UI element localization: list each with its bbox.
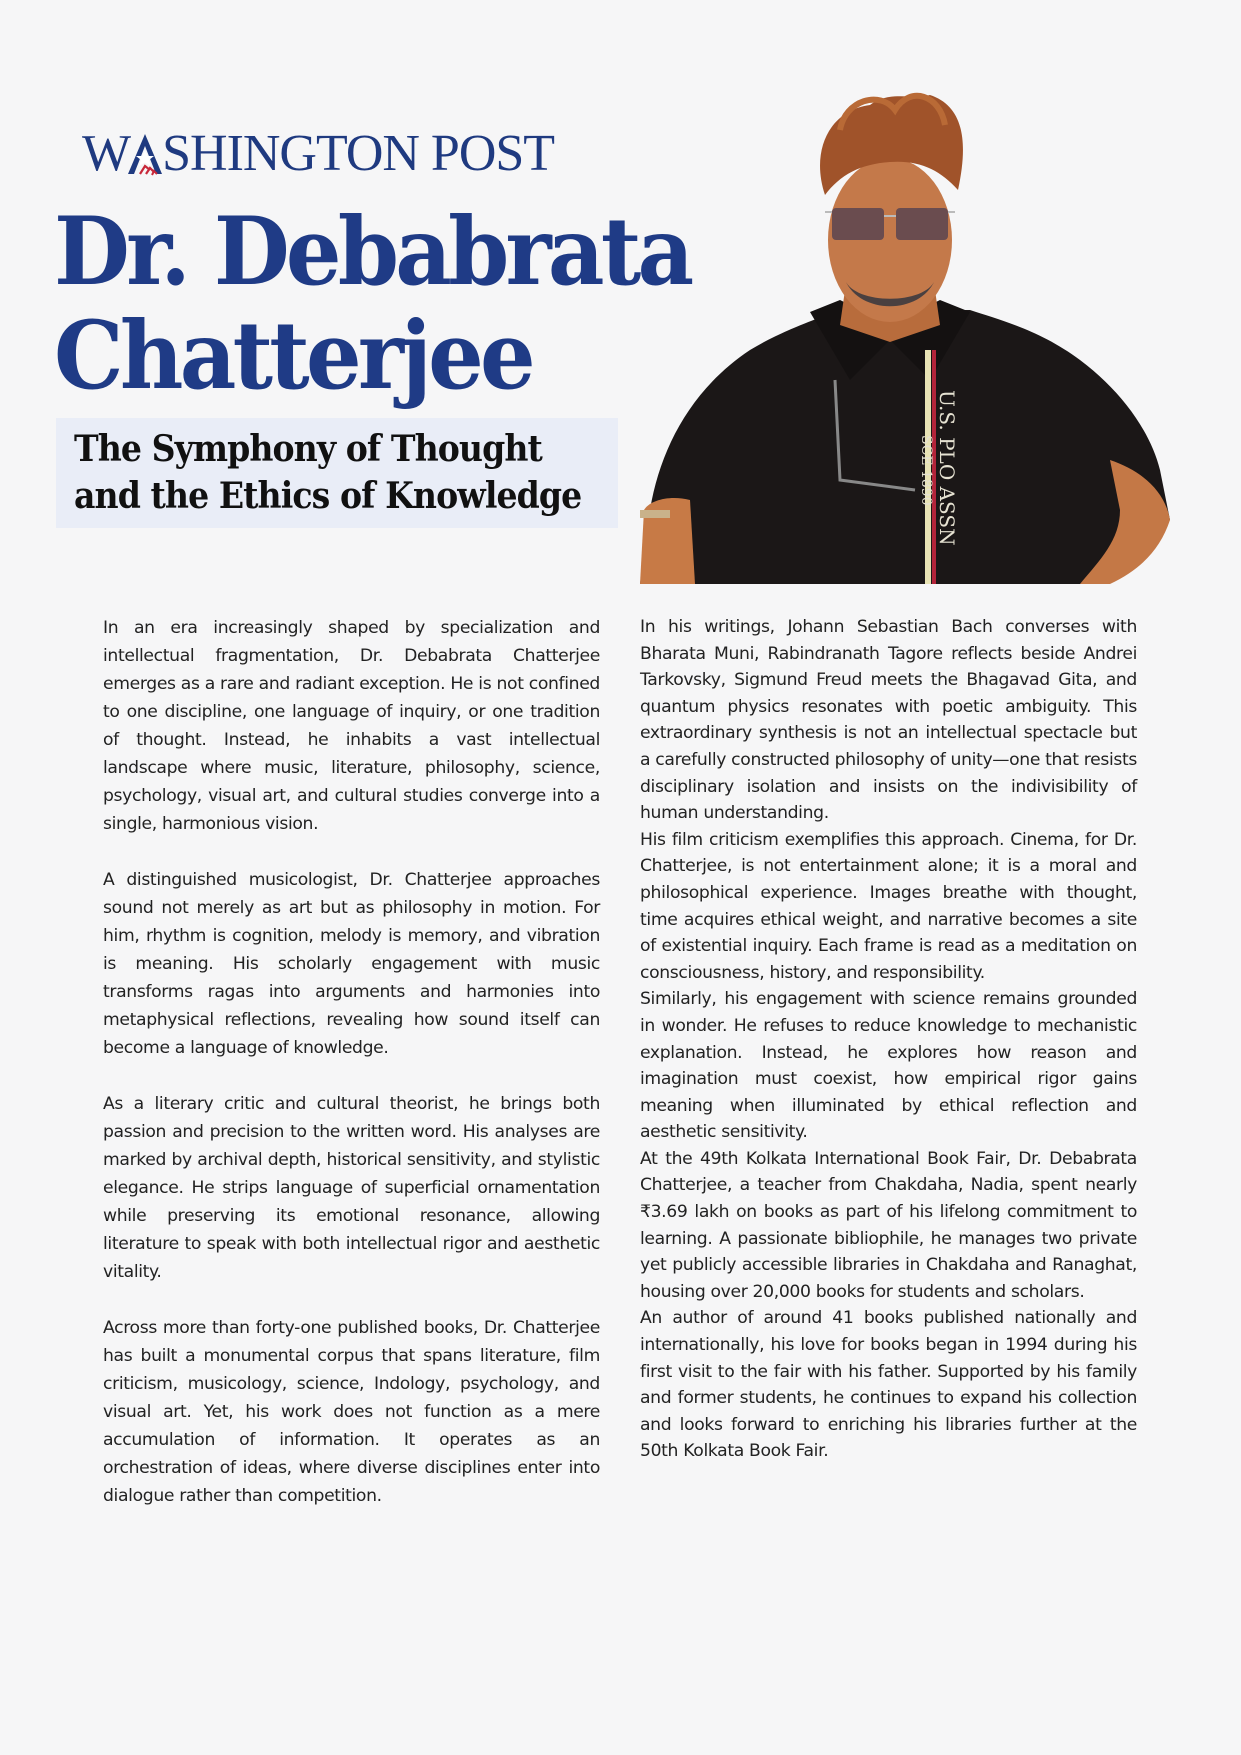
- subtitle: [74, 426, 581, 520]
- paragraph-published-books: Across more than forty-one published books, Dr. Chatterjee has built a monumental corpus that spans literature, film criticism, musicology, science, Indology, psychology, and visual art. Yet, his work does not function as a mere accumulation of information. It operates as an orchestration of ideas, where diverse disciplines enter into dialogue rather than competition.: [103, 1318, 600, 1506]
- portrait-illustration: [640, 90, 1180, 584]
- headline-line-2: Chatterjee: [54, 301, 532, 411]
- subtitle-line-1: The Symphony of Thought: [74, 428, 542, 470]
- portrait-photo: [640, 90, 1180, 584]
- paragraph-literary-critic: As a literary critic and cultural theorist, he brings both passion and precision to the written word. His analyses are marked by archival depth, historical sensitivity, and stylistic elegance. He strips language of superficial ornamentation while preserving its emotional resonance, allowing literature to speak with both intellectual rigor and aesthetic vitality.: [103, 1094, 600, 1282]
- subtitle-line-2: and the Ethics of Knowledge: [74, 475, 582, 517]
- paragraph-intro: In an era increasingly shaped by specialization and intellectual fragmentation, Dr. Debabrata Chatterjee emerges as a rare and radiant exception. He is not confined to one discipline, one language of inquiry, or one tradition of thought. Instead, he inhabits a vast intellectual landscape where music, literature, philosophy, science, psychology, visual art, and cultural studies converge into a single, harmonious vision.: [103, 618, 600, 834]
- logo-prefix: W: [82, 125, 131, 182]
- shirt-text-2: SCE 1890: [918, 435, 934, 506]
- paragraph-author: An author of around 41 books published nationally and internationally, his love for books began in 1994 during his first visit to the fair with his father. Supported by his family and former students, he continues to expand his collection and looks forward to enriching his libraries further at the 50th Kolkata Book Fair.: [640, 1308, 1137, 1462]
- masthead-logo: [82, 125, 555, 182]
- paragraph-book-fair: At the 49th Kolkata International Book Fair, Dr. Debabrata Chatterjee, a teacher from Chakdaha, Nadia, spent nearly ₹3.69 lakh on books as part of his lifelong commitment to learning. A passionate bibliophile, he manages two private yet publicly accessible libraries in Chakdaha and Ranaghat, housing over 20,000 books for students and scholars.: [640, 1148, 1137, 1302]
- subtitle-box: [56, 418, 618, 528]
- headline-line-1: Dr. Debabrata: [54, 197, 691, 307]
- paragraph-musicologist: A distinguished musicologist, Dr. Chatterjee approaches sound not merely as art but as philosophy in motion. For him, rhythm is cognition, melody is memory, and vibration is meaning. His scholarly engagement with music transforms ragas into arguments and harmonies into metaphysical reflections, revealing how sound itself can become a language of knowledge.: [103, 870, 600, 1058]
- paragraph-film-criticism: His film criticism exemplifies this approach. Cinema, for Dr. Chatterjee, is not entertainment alone; it is a moral and philosophical experience. Images breathe with thought, time acquires ethical weight, and narrative becomes a site of existential inquiry. Each frame is read as a meditation on consciousness, history, and responsibility.: [640, 829, 1137, 983]
- shirt-text-1: U.S. PLO ASSN: [935, 390, 959, 546]
- headline: [54, 197, 691, 411]
- article-left-column: [103, 614, 600, 1538]
- paragraph-science: Similarly, his engagement with science remains grounded in wonder. He refuses to reduce knowledge to mechanistic explanation. Instead, he explores how reason and imagination must coexist, how empirical rigor gains meaning when illuminated by ethical reflection and aesthetic sensitivity.: [640, 989, 1137, 1143]
- logo-suffix: SHINGTON POST: [162, 125, 555, 182]
- star-a-icon: [126, 132, 164, 176]
- article-right-column: [640, 614, 1137, 1465]
- paragraph-writings: In his writings, Johann Sebastian Bach converses with Bharata Muni, Rabindranath Tagore reflects beside Andrei Tarkovsky, Sigmund Freud meets the Bhagavad Gita, and quantum physics resonates with poetic ambiguity. This extraordinary synthesis is not an intellectual spectacle but a carefully constructed philosophy of unity—one that resists disciplinary isolation and insists on the indivisibility of human understanding.: [640, 617, 1137, 824]
